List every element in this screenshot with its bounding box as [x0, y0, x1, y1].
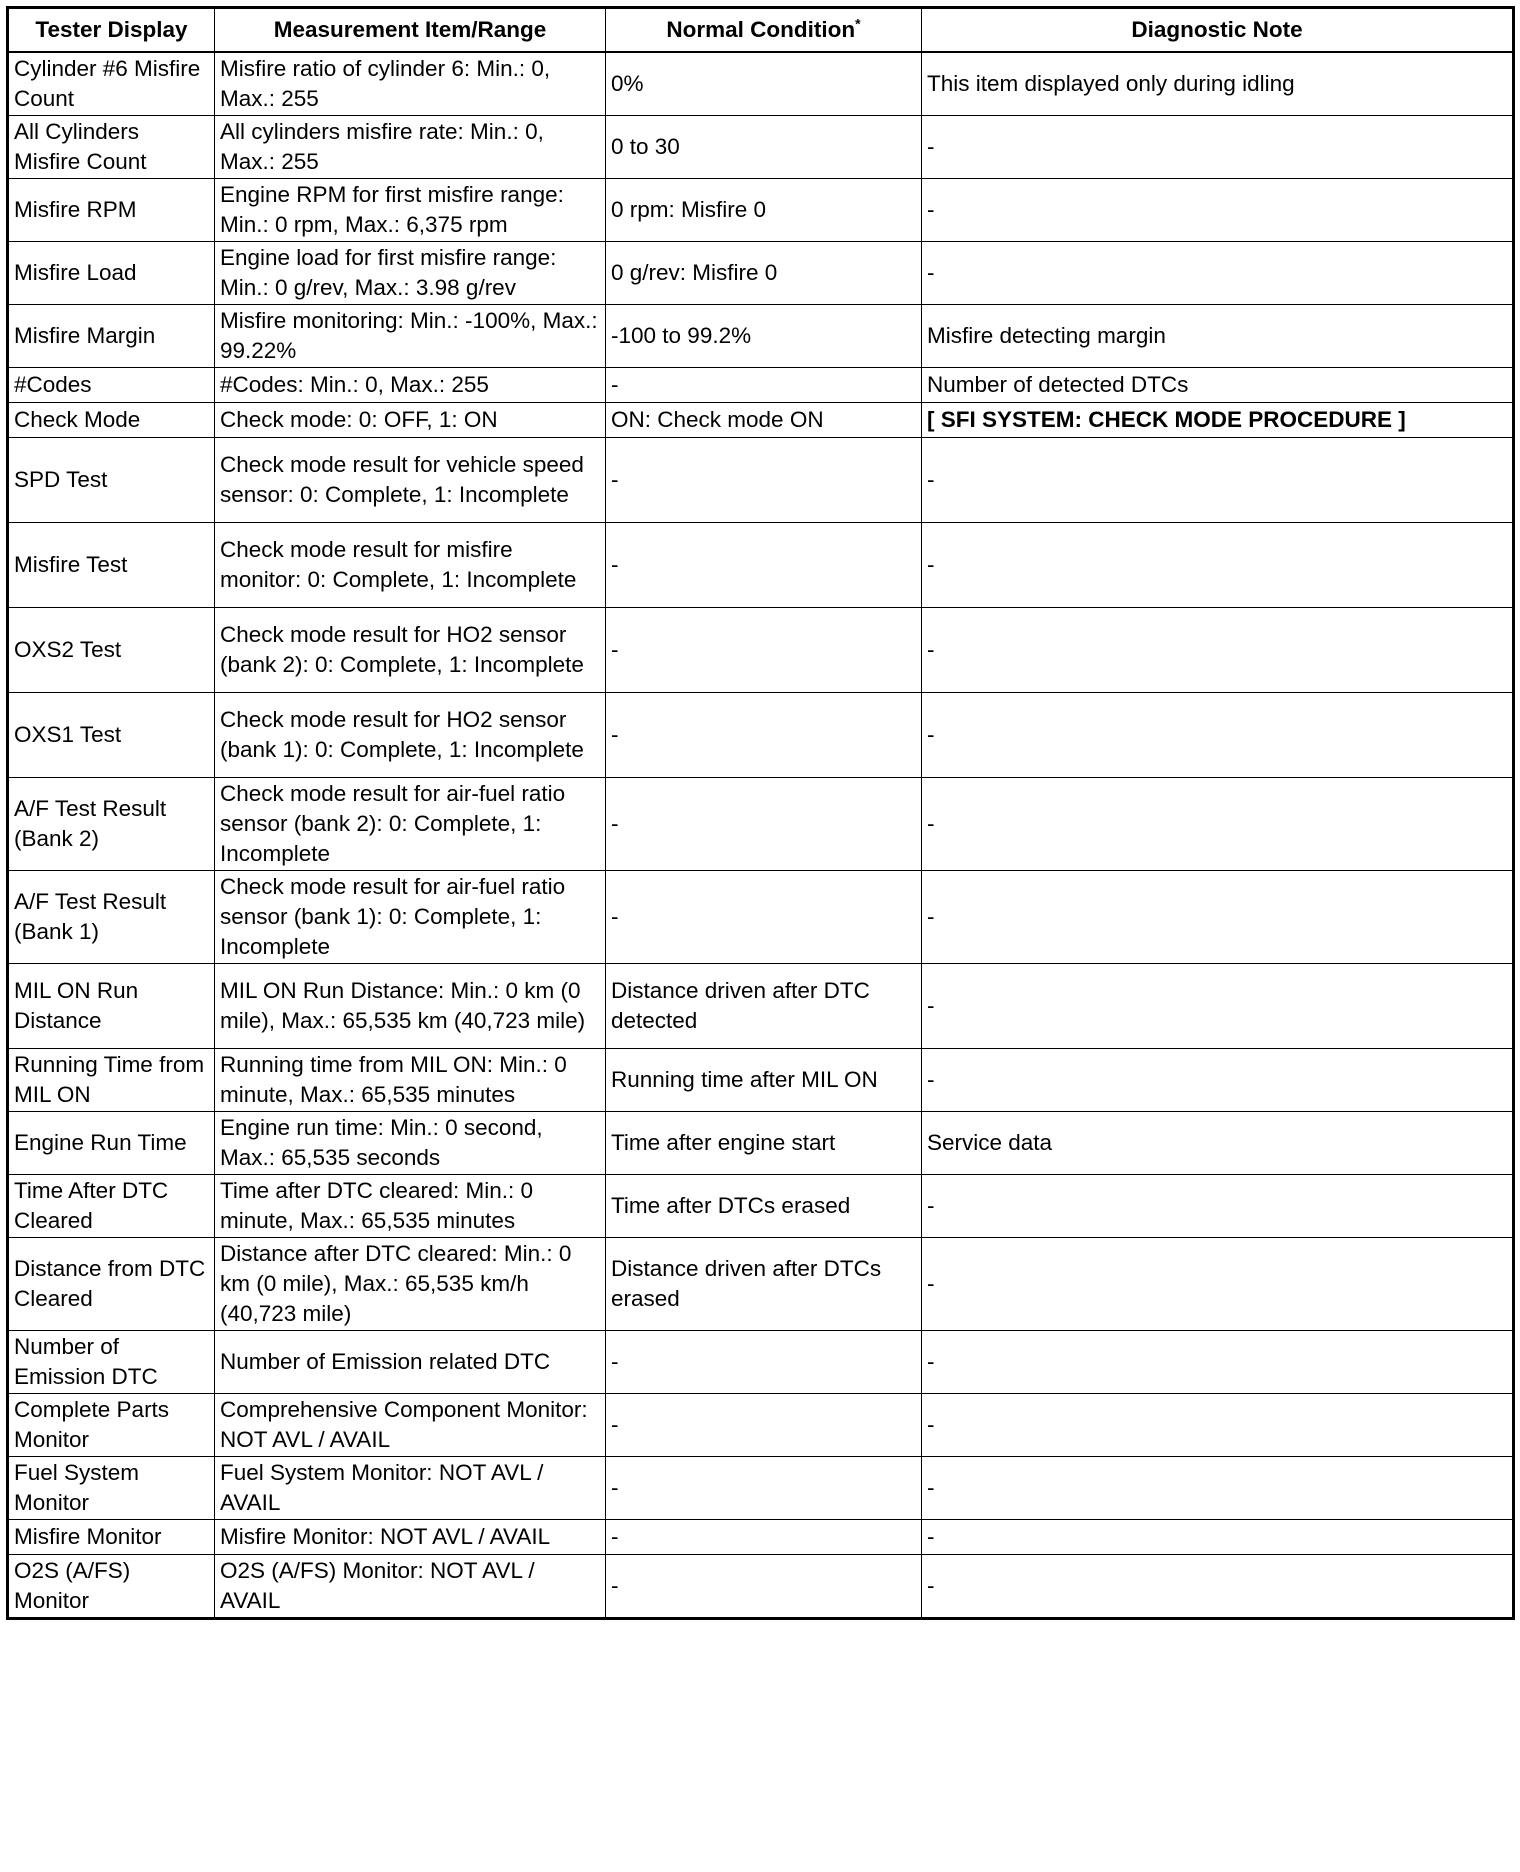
normal-condition-cell: -	[606, 1457, 922, 1520]
tester-display-cell: OXS2 Test	[8, 608, 215, 693]
diagnostic-note-cell: -	[922, 608, 1514, 693]
tester-display-cell: Check Mode	[8, 403, 215, 438]
tester-display-cell: Misfire Test	[8, 523, 215, 608]
footnote-marker: *	[855, 15, 861, 32]
diagnostic-note-cell: -	[922, 1555, 1514, 1619]
normal-condition-cell: 0 to 30	[606, 116, 922, 179]
normal-condition-cell: -	[606, 368, 922, 403]
table-row	[8, 1457, 1514, 1520]
table-row	[8, 693, 1514, 778]
tester-display-cell: A/F Test Result (Bank 1)	[8, 871, 215, 964]
diagnostic-note-cell: Service data	[922, 1112, 1514, 1175]
normal-condition-cell: -	[606, 1394, 922, 1457]
measurement-range-cell: Misfire Monitor: NOT AVL / AVAIL	[215, 1520, 606, 1555]
normal-condition-cell: Running time after MIL ON	[606, 1049, 922, 1112]
normal-condition-cell: 0 g/rev: Misfire 0	[606, 242, 922, 305]
data-list-table	[6, 6, 1515, 1620]
normal-condition-cell: Distance driven after DTC detected	[606, 964, 922, 1049]
measurement-range-cell: Misfire ratio of cylinder 6: Min.: 0, Max.: 255	[215, 52, 606, 116]
normal-condition-cell: Distance driven after DTCs erased	[606, 1238, 922, 1331]
diagnostic-note-cell: -	[922, 778, 1514, 871]
measurement-range-cell: Check mode: 0: OFF, 1: ON	[215, 403, 606, 438]
table-row	[8, 523, 1514, 608]
normal-condition-cell: Time after DTCs erased	[606, 1175, 922, 1238]
data-list-sheet	[6, 6, 1515, 1620]
normal-condition-cell: Time after engine start	[606, 1112, 922, 1175]
table-row	[8, 52, 1514, 116]
table-row	[8, 1394, 1514, 1457]
diagnostic-note-cell: -	[922, 179, 1514, 242]
tester-display-cell: MIL ON Run Distance	[8, 964, 215, 1049]
header-diagnostic-note: Diagnostic Note	[922, 8, 1514, 53]
measurement-range-cell: Number of Emission related DTC	[215, 1331, 606, 1394]
tester-display-cell: Distance from DTC Cleared	[8, 1238, 215, 1331]
normal-condition-cell: -	[606, 523, 922, 608]
measurement-range-cell: Engine load for first misfire range: Min.: 0 g/rev, Max.: 3.98 g/rev	[215, 242, 606, 305]
normal-condition-cell: 0 rpm: Misfire 0	[606, 179, 922, 242]
table-row	[8, 305, 1514, 368]
table-row	[8, 403, 1514, 438]
tester-display-cell: SPD Test	[8, 438, 215, 523]
table-row	[8, 1049, 1514, 1112]
tester-display-cell: O2S (A/FS) Monitor	[8, 1555, 215, 1619]
measurement-range-cell: Check mode result for air-fuel ratio sensor (bank 2): 0: Complete, 1: Incomplete	[215, 778, 606, 871]
normal-condition-cell: -	[606, 1555, 922, 1619]
table-row	[8, 1555, 1514, 1619]
measurement-range-cell: Check mode result for vehicle speed sensor: 0: Complete, 1: Incomplete	[215, 438, 606, 523]
normal-condition-cell: -	[606, 608, 922, 693]
normal-condition-cell: -	[606, 871, 922, 964]
table-row	[8, 1175, 1514, 1238]
table-row	[8, 1331, 1514, 1394]
table-body	[8, 52, 1514, 1619]
measurement-range-cell: Running time from MIL ON: Min.: 0 minute, Max.: 65,535 minutes	[215, 1049, 606, 1112]
diagnostic-note-cell: -	[922, 1175, 1514, 1238]
diagnostic-note-cell: -	[922, 116, 1514, 179]
tester-display-cell: Misfire Load	[8, 242, 215, 305]
normal-condition-cell: -	[606, 1331, 922, 1394]
diagnostic-note-cell: -	[922, 1238, 1514, 1331]
normal-condition-cell: -	[606, 1520, 922, 1555]
measurement-range-cell: Misfire monitoring: Min.: -100%, Max.: 99.22%	[215, 305, 606, 368]
diagnostic-note-cell: -	[922, 242, 1514, 305]
diagnostic-note-cell: Number of detected DTCs	[922, 368, 1514, 403]
measurement-range-cell: Engine run time: Min.: 0 second, Max.: 65,535 seconds	[215, 1112, 606, 1175]
diagnostic-note-cell: -	[922, 1049, 1514, 1112]
tester-display-cell: Time After DTC Cleared	[8, 1175, 215, 1238]
tester-display-cell: A/F Test Result (Bank 2)	[8, 778, 215, 871]
measurement-range-cell: Engine RPM for first misfire range: Min.: 0 rpm, Max.: 6,375 rpm	[215, 179, 606, 242]
diagnostic-note-cell: Misfire detecting margin	[922, 305, 1514, 368]
table-row	[8, 1520, 1514, 1555]
table-row	[8, 368, 1514, 403]
header-row	[8, 8, 1514, 53]
header-measurement-item: Measurement Item/Range	[215, 8, 606, 53]
normal-condition-cell: -	[606, 438, 922, 523]
measurement-range-cell: Check mode result for HO2 sensor (bank 1): 0: Complete, 1: Incomplete	[215, 693, 606, 778]
measurement-range-cell: Distance after DTC cleared: Min.: 0 km (0 mile), Max.: 65,535 km/h (40,723 mile)	[215, 1238, 606, 1331]
table-row	[8, 778, 1514, 871]
normal-condition-cell: ON: Check mode ON	[606, 403, 922, 438]
diagnostic-note-cell: -	[922, 1331, 1514, 1394]
tester-display-cell: Number of Emission DTC	[8, 1331, 215, 1394]
diagnostic-note-cell: -	[922, 1394, 1514, 1457]
table-row	[8, 871, 1514, 964]
tester-display-cell: Misfire Monitor	[8, 1520, 215, 1555]
normal-condition-cell: -	[606, 778, 922, 871]
header-tester-display: Tester Display	[8, 8, 215, 53]
measurement-range-cell: Check mode result for HO2 sensor (bank 2): 0: Complete, 1: Incomplete	[215, 608, 606, 693]
tester-display-cell: Misfire RPM	[8, 179, 215, 242]
tester-display-cell: Running Time from MIL ON	[8, 1049, 215, 1112]
tester-display-cell: Misfire Margin	[8, 305, 215, 368]
diagnostic-note-cell: -	[922, 693, 1514, 778]
normal-condition-cell: 0%	[606, 52, 922, 116]
measurement-range-cell: Fuel System Monitor: NOT AVL / AVAIL	[215, 1457, 606, 1520]
table-row	[8, 116, 1514, 179]
tester-display-cell: Fuel System Monitor	[8, 1457, 215, 1520]
measurement-range-cell: Comprehensive Component Monitor: NOT AVL / AVAIL	[215, 1394, 606, 1457]
tester-display-cell: Engine Run Time	[8, 1112, 215, 1175]
diagnostic-note-cell: -	[922, 1520, 1514, 1555]
table-row	[8, 1238, 1514, 1331]
measurement-range-cell: Check mode result for misfire monitor: 0: Complete, 1: Incomplete	[215, 523, 606, 608]
header-normal-condition-label: Normal Condition	[666, 17, 856, 42]
diagnostic-note-cell: [ SFI SYSTEM: CHECK MODE PROCEDURE ]	[922, 403, 1514, 438]
table-row	[8, 242, 1514, 305]
tester-display-cell: OXS1 Test	[8, 693, 215, 778]
measurement-range-cell: All cylinders misfire rate: Min.: 0, Max.: 255	[215, 116, 606, 179]
tester-display-cell: All Cylinders Misfire Count	[8, 116, 215, 179]
tester-display-cell: Complete Parts Monitor	[8, 1394, 215, 1457]
normal-condition-cell: -	[606, 693, 922, 778]
table-row	[8, 438, 1514, 523]
table-row	[8, 1112, 1514, 1175]
table-row	[8, 179, 1514, 242]
measurement-range-cell: Time after DTC cleared: Min.: 0 minute, Max.: 65,535 minutes	[215, 1175, 606, 1238]
measurement-range-cell: O2S (A/FS) Monitor: NOT AVL / AVAIL	[215, 1555, 606, 1619]
diagnostic-note-cell: -	[922, 438, 1514, 523]
diagnostic-note-cell: -	[922, 871, 1514, 964]
normal-condition-cell: -100 to 99.2%	[606, 305, 922, 368]
measurement-range-cell: Check mode result for air-fuel ratio sensor (bank 1): 0: Complete, 1: Incomplete	[215, 871, 606, 964]
table-row	[8, 608, 1514, 693]
measurement-range-cell: MIL ON Run Distance: Min.: 0 km (0 mile), Max.: 65,535 km (40,723 mile)	[215, 964, 606, 1049]
table-row	[8, 964, 1514, 1049]
measurement-range-cell: #Codes: Min.: 0, Max.: 255	[215, 368, 606, 403]
diagnostic-note-cell: -	[922, 964, 1514, 1049]
diagnostic-note-cell: This item displayed only during idling	[922, 52, 1514, 116]
tester-display-cell: #Codes	[8, 368, 215, 403]
tester-display-cell: Cylinder #6 Misfire Count	[8, 52, 215, 116]
header-normal-condition	[606, 8, 922, 53]
diagnostic-note-cell: -	[922, 1457, 1514, 1520]
diagnostic-note-cell: -	[922, 523, 1514, 608]
